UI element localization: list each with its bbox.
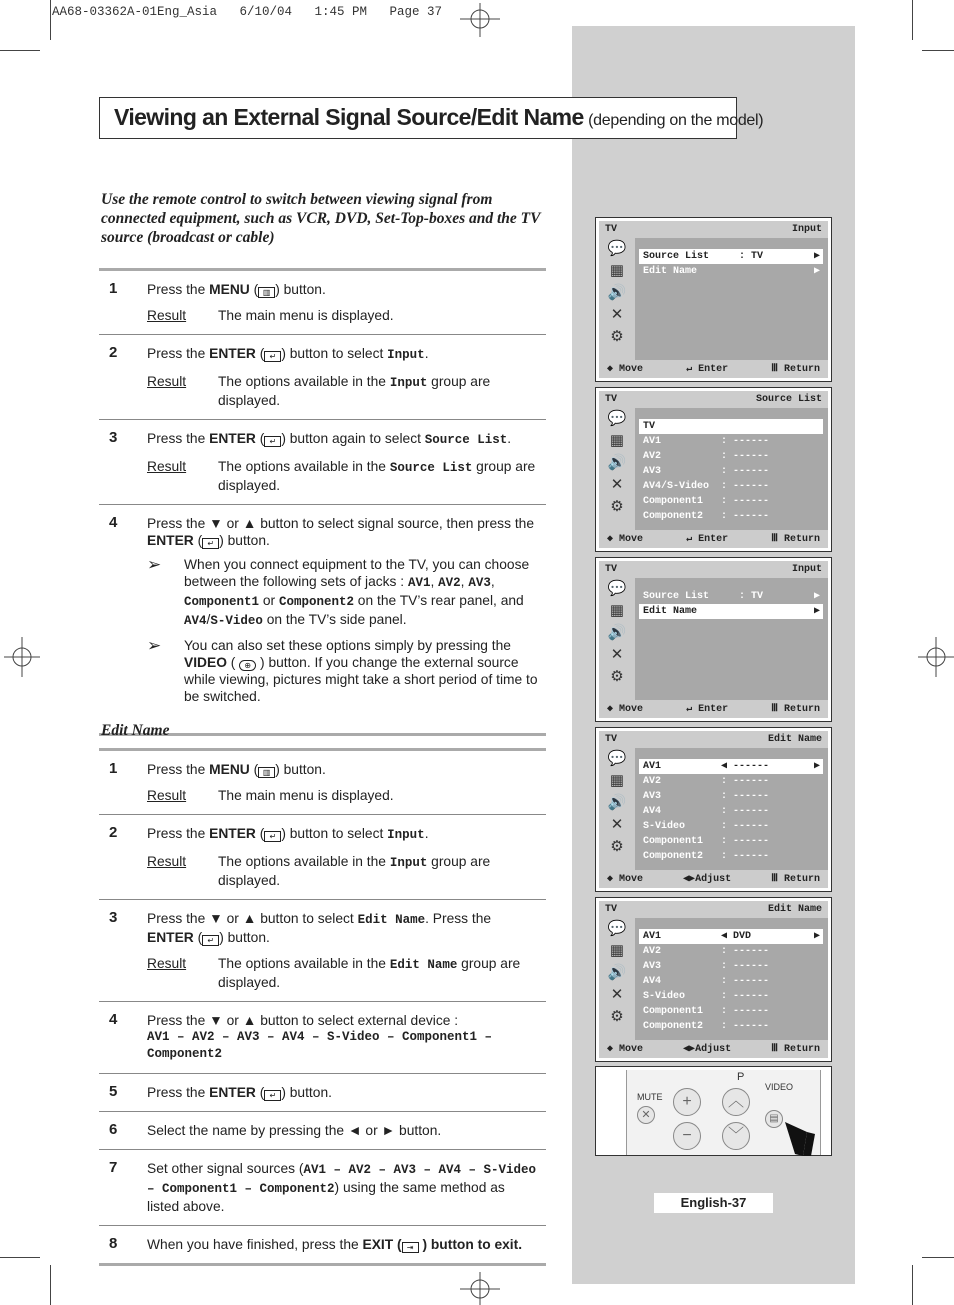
osd-screen [595,387,832,552]
osd-help-bar [599,870,828,888]
osd-arrow-icon: ▶ [813,251,820,262]
osd-help-return: Ⅲ Return [771,1044,820,1055]
osd-sidebar [599,238,635,360]
osd-title: Source List [755,394,822,405]
osd-row [639,589,823,604]
osd-title-bar [599,221,828,238]
osd-row-label: AV2 : ------ [643,946,770,957]
osd-items [639,419,823,524]
osd-row [639,944,823,959]
step-number: 1 [109,280,118,297]
osd-source: TV [605,394,618,405]
result-label: Result [147,854,187,869]
osd-menu-icon: 🔊 [607,624,627,641]
crop-mark [922,50,954,51]
text: Select the name by pressing the ◄ or ► button. [147,1123,442,1138]
osd-row [639,604,823,619]
channel-up-button[interactable]: ︿ [722,1088,750,1116]
osd-screen [595,557,832,722]
menu-icon: ▥ [258,767,275,778]
enter-keyword: ENTER [209,431,256,446]
step-number: 3 [109,909,118,926]
osd-row-label: AV1 ◀ ------ [643,761,770,772]
osd-row [639,494,823,509]
osd-help-action: ◀▶Adjust [683,874,732,885]
osd-help-action: ◀▶Adjust [683,1044,732,1055]
registration-mark-icon [460,1272,500,1305]
text: ) button. [219,930,270,945]
text: Press the [147,1085,210,1100]
osd-help-bar [599,700,828,718]
osd-row [639,464,823,479]
crop-mark [912,1265,913,1305]
step-2: 2 Press the ENTER ( ↵ ) button to select Input. Result The options available in the Input group are displayed. [99,815,546,900]
osd-row [639,1019,823,1034]
osd-help-action: ↵ Enter [686,534,729,545]
osd-title-bar [599,561,828,578]
result-text: The options available in the [218,374,390,389]
text: ) button to exit. [418,1237,523,1252]
osd-menu-icon: ✕ [610,986,624,1003]
text: ) button. [275,282,326,297]
osd-menu-icon: ⚙ [610,668,624,685]
osd-sidebar [599,748,635,870]
text: ) button. [281,1085,332,1100]
osd-menu-icon: 🔊 [607,284,627,301]
osd-help-return: Ⅲ Return [771,704,820,715]
osd-menu-icon: ⚙ [610,838,624,855]
osd-source: TV [605,904,618,915]
osd-row-label: Edit Name [643,606,698,617]
result-label: Result [147,956,187,971]
step-4: 4 Press the ▼ or ▲ button to select signal source, then press the ENTER ( ↵ ) button. ➢ When you connect equipment to the TV, you can choose between the following sets of jacks : AV1, AV2, AV3, Component1 or Component2 on the TV’s rear panel, and AV4/S-Video on the TV’s side panel. ➢ You can also set these options simply by pressing the VIDEO ( ⊕ ) button. If you change the external source while viewing, pictures might take a short period of time to be switched. [99,505,546,733]
osd-sidebar [599,918,635,1040]
text: Press the [147,282,210,297]
jack-name: AV1 [407,576,431,590]
step-1: 1 Press the MENU ( ▥ ) button. Result The main menu is displayed. [99,271,546,335]
osd-row [639,509,823,524]
osd-menu-icon: 💬 [607,920,627,937]
osd-arrow-icon: ▶ [813,606,820,617]
osd-row-label: AV4 : ------ [643,806,770,817]
registration-mark-icon [918,637,954,677]
text: Press the ▼ or ▲ button to select external device : [147,1013,459,1028]
osd-help-action: ↵ Enter [686,364,729,375]
osd-menu-icon: 💬 [607,580,627,597]
osd-menu-icon: ✕ [610,816,624,833]
text: ) button. [219,533,270,548]
exit-keyword: EXIT ( [362,1237,402,1252]
result-label: Result [147,459,187,474]
enter-keyword: ENTER [209,1085,256,1100]
osd-row [639,804,823,819]
title-sub: (depending on the model) [588,112,764,129]
osd-row [639,759,823,774]
osd-row-label: S-Video : ------ [643,821,770,832]
text: . [507,431,512,446]
print-header: AA68-03362A-01Eng_Asia 6/10/04 1:45 PM Page 37 [52,5,443,19]
osd-row [639,989,823,1004]
crop-mark [50,0,51,40]
enter-keyword: ENTER [147,533,194,548]
osd-row [639,264,823,279]
result-text: group are displayed. [218,854,491,888]
steps-section-1 [99,268,546,736]
osd-menu-icon: ▦ [609,602,625,619]
result-text: The options available in the [218,956,390,971]
jack-name: AV2 [438,576,461,590]
osd-help-action: ↵ Enter [686,704,729,715]
menu-keyword: MENU [209,762,250,777]
osd-row-label: AV3 : ------ [643,466,770,477]
video-keyword: VIDEO [184,655,227,670]
note-text: When you connect equipment to the TV, you can choose between the following sets of jacks : [184,557,530,589]
result-text: The options available in the [218,854,390,869]
osd-row-label: AV4/S-Video : ------ [643,481,770,492]
text: Press the [147,431,210,446]
osd-arrow-icon: ▶ [813,266,820,277]
osd-row [639,929,823,944]
text: Press the [147,826,210,841]
osd-items [639,929,823,1034]
osd-help-return: Ⅲ Return [771,874,820,885]
osd-row-label: Component2 : ------ [643,511,770,522]
crop-mark [50,1265,51,1305]
osd-row-label: AV3 : ------ [643,961,770,972]
text: ) button to select [281,346,388,361]
mute-label: MUTE [637,1092,663,1102]
note-arrow-icon: ➢ [147,555,162,574]
step-number: 2 [109,344,118,361]
jack-name: AV4 [184,614,207,628]
step-number: 2 [109,824,118,841]
note: ➢ When you connect equipment to the TV, you can choose between the following sets of jacks : AV1, AV2, AV3, Component1 or Component2 on the TV’s rear panel, and AV4/S-Video on the TV’s side panel. [147,555,530,628]
osd-title-bar [599,391,828,408]
osd-row [639,774,823,789]
step-8 [99,1226,546,1263]
osd-menu-icon: 💬 [607,240,627,257]
osd-row [639,819,823,834]
mute-button[interactable]: ✕ [637,1106,655,1124]
osd-menu-icon: ⚙ [610,1008,624,1025]
step-3: 3 Press the ENTER ( ↵ ) button again to select Source List. Result The options available in the Source List group are displayed. [99,420,546,505]
menu-name: Edit Name [357,913,426,927]
osd-title: Input [791,564,822,575]
menu-name: Input [389,856,428,870]
osd-title: Input [791,224,822,235]
osd-sidebar [599,578,635,700]
osd-row [639,789,823,804]
enter-keyword: ENTER [209,826,256,841]
menu-name: Edit Name [389,958,458,972]
volume-down-button[interactable]: − [673,1122,701,1150]
text: . [424,826,429,841]
osd-row [639,449,823,464]
note-text: or [259,593,279,608]
title-main: Viewing an External Signal Source/Edit Name [114,104,584,130]
osd-help-move: ◆ Move [607,534,644,545]
device-sequence: AV1 – AV2 – AV3 – AV4 – S-Video – Component1 – Component2 [147,1163,536,1196]
enter-icon: ↵ [264,831,281,842]
osd-row-label: AV2 : ------ [643,451,770,462]
step-number: 3 [109,429,118,446]
text: Set other signal sources ( [147,1161,304,1176]
osd-menu-icon: 💬 [607,410,627,427]
osd-menu-icon: ▦ [609,262,625,279]
osd-row-label: Component1 : ------ [643,836,770,847]
note: ➢ You can also set these options simply by pressing the VIDEO ( ⊕ ) button. If you change the external source while viewing, pictures might take a short period of time to be switched. [147,636,538,704]
text: Press the [147,762,210,777]
step-number: 6 [109,1121,118,1138]
osd-help-move: ◆ Move [607,874,644,885]
step-1: 1 Press the MENU ( ▥ ) button. Result The main menu is displayed. [99,751,546,815]
text: ) using the same method as listed above. [147,1180,505,1214]
note-text: on the TV’s rear panel, and [353,593,524,608]
step-number: 5 [109,1083,118,1100]
osd-row [639,434,823,449]
osd-row-label: Component1 : ------ [643,1006,770,1017]
jack-name: AV3 [468,576,491,590]
osd-menu-icon: 🔊 [607,964,627,981]
result-label: Result [147,788,187,803]
step-2: 2 Press the ENTER ( ↵ ) button to select Input. Result The options available in the Input group are displayed. [99,335,546,420]
p-label: P [737,1071,745,1083]
osd-row-label: Component2 : ------ [643,851,770,862]
osd-title: Edit Name [767,734,822,745]
osd-menu-icon: ✕ [610,646,624,663]
osd-source: TV [605,734,618,745]
result-label: Result [147,308,187,323]
osd-help-move: ◆ Move [607,1044,644,1055]
osd-items [639,759,823,864]
menu-name: Source List [424,433,508,447]
text: ) button again to select [281,431,425,446]
osd-help-bar [599,1040,828,1058]
osd-row-label: Component2 : ------ [643,1021,770,1032]
osd-row-label: AV1 ◀ DVD [643,931,752,942]
osd-title-bar [599,901,828,918]
osd-source: TV [605,564,618,575]
step-number: 8 [109,1235,118,1252]
osd-row [639,959,823,974]
enter-keyword: ENTER [147,930,194,945]
volume-up-button[interactable]: + [673,1088,701,1116]
exit-icon: ⇥ [402,1242,419,1253]
osd-help-bar [599,360,828,378]
osd-menu-icon: ⚙ [610,328,624,345]
osd-menu-icon: ▦ [609,942,625,959]
osd-sidebar [599,408,635,530]
osd-title: Edit Name [767,904,822,915]
osd-screen [595,727,832,892]
osd-help-move: ◆ Move [607,704,644,715]
osd-screen [595,217,832,382]
osd-title-bar [599,731,828,748]
step-5: 5 Press the ENTER ( ↵ ) button. [99,1074,546,1112]
jack-name: S-Video [210,614,263,628]
osd-row-label: TV [643,421,656,432]
osd-row-label: Component1 : ------ [643,496,770,507]
osd-menu-icon: ✕ [610,476,624,493]
osd-display [599,391,828,548]
osd-screen [595,897,832,1062]
osd-row [639,834,823,849]
osd-row-label: AV2 : ------ [643,776,770,787]
osd-help-return: Ⅲ Return [771,364,820,375]
device-sequence: AV1 – AV2 – AV3 – AV4 – S-Video – Component1 – Component2 [147,1030,493,1061]
intro-text: Use the remote control to switch between viewing signal from connected equipment, such as VCR, DVD, Set-Top-boxes and the TV source (broadcast or cable) [101,191,541,246]
jack-name: Component2 [278,595,354,609]
osd-items [639,249,823,279]
osd-row-label: S-Video : ------ [643,991,770,1002]
video-button[interactable]: ▤ [765,1110,783,1128]
osd-menu-icon: ▦ [609,432,625,449]
osd-row-label: Source List : TV [643,251,764,262]
osd-arrow-icon: ▶ [813,591,820,602]
osd-display [599,221,828,378]
channel-down-button[interactable]: ﹀ [722,1122,750,1150]
menu-icon: ▥ [258,287,275,298]
result-text: The options available in the [218,459,390,474]
osd-menu-icon: 💬 [607,750,627,767]
edit-name-heading: Edit Name [101,722,170,739]
osd-row-label: AV1 : ------ [643,436,770,447]
osd-display [599,561,828,718]
osd-row [639,974,823,989]
osd-row-label: AV4 : ------ [643,976,770,987]
step-3: 3 Press the ▼ or ▲ button to select Edit Name. Press the ENTER ( ↵ ) button. Result The options available in the Edit Name group are displayed. [99,900,546,1002]
osd-row [639,849,823,864]
result-label: Result [147,374,187,389]
menu-name: Source List [389,461,473,475]
enter-icon: ↵ [202,538,219,549]
text: Press the ▼ or ▲ button to select [147,911,358,926]
steps-section-2 [99,748,546,1266]
remote-body [626,1070,821,1155]
step-number: 4 [109,514,118,531]
osd-menu-icon: 🔊 [607,454,627,471]
osd-row [639,249,823,264]
osd-row [639,479,823,494]
osd-menu-icon: ⚙ [610,498,624,515]
crop-mark [0,1257,40,1258]
menu-name: Input [387,828,425,842]
video-icon: ⊕ [239,660,256,671]
page-title [99,97,764,139]
osd-menu-icon: ✕ [610,306,624,323]
crop-mark [912,0,913,40]
registration-mark-icon [460,3,500,37]
divider [99,1263,546,1266]
menu-name: Input [387,348,425,362]
text: . [424,346,429,361]
enter-icon: ↵ [264,1090,281,1101]
step-4 [99,1002,546,1074]
result-text: group are displayed. [218,956,521,990]
enter-icon: ↵ [264,351,281,362]
osd-row-label: AV3 : ------ [643,791,770,802]
osd-arrow-icon: ▶ [813,761,820,772]
text: ) button to select [281,826,388,841]
enter-keyword: ENTER [209,346,256,361]
jack-name: Component1 [184,595,260,609]
step-number: 7 [109,1159,118,1176]
step-6 [99,1112,546,1150]
osd-help-return: Ⅲ Return [771,534,820,545]
osd-row-label: Source List : TV [643,591,764,602]
step-7 [99,1150,546,1226]
crop-mark [0,50,40,51]
result-text: group are displayed. [218,459,536,493]
enter-icon: ↵ [202,935,219,946]
osd-row [639,419,823,434]
note-text: ) button. If you change the external source while viewing, pictures might take a short period of time to be switched. [184,655,538,704]
result-text: The main menu is displayed. [218,308,394,323]
osd-row-label: Edit Name [643,266,698,277]
text: ) button. [275,762,326,777]
video-label: VIDEO [765,1082,794,1092]
step-number: 4 [109,1011,118,1028]
enter-icon: ↵ [264,436,281,447]
text: Press the [147,346,210,361]
menu-keyword: MENU [209,282,250,297]
text: Press the ▼ or ▲ button to select signal source, then press the [147,516,534,531]
note-text: on the TV’s side panel. [262,612,407,627]
text: . Press the [425,911,492,926]
osd-source: TV [605,224,618,235]
osd-arrow-icon: ▶ [813,931,820,942]
step-number: 1 [109,760,118,777]
osd-menu-icon: ▦ [609,772,625,789]
osd-help-bar [599,530,828,548]
osd-display [599,901,828,1058]
osd-help-move: ◆ Move [607,364,644,375]
page-number: English-37 [654,1193,773,1213]
remote-illustration [595,1066,832,1156]
text: When you have finished, press the [147,1237,363,1252]
osd-row [639,1004,823,1019]
osd-menu-icon: 🔊 [607,794,627,811]
result-text: group are displayed. [218,374,491,408]
crop-mark [922,1257,954,1258]
registration-mark-icon [4,637,40,677]
note-text: You can also set these options simply by pressing the [184,638,511,653]
osd-display [599,731,828,888]
note-arrow-icon: ➢ [147,636,162,655]
pointer-hand-icon [777,1118,817,1156]
osd-items [639,589,823,619]
menu-name: Input [389,376,428,390]
result-text: The main menu is displayed. [218,788,394,803]
